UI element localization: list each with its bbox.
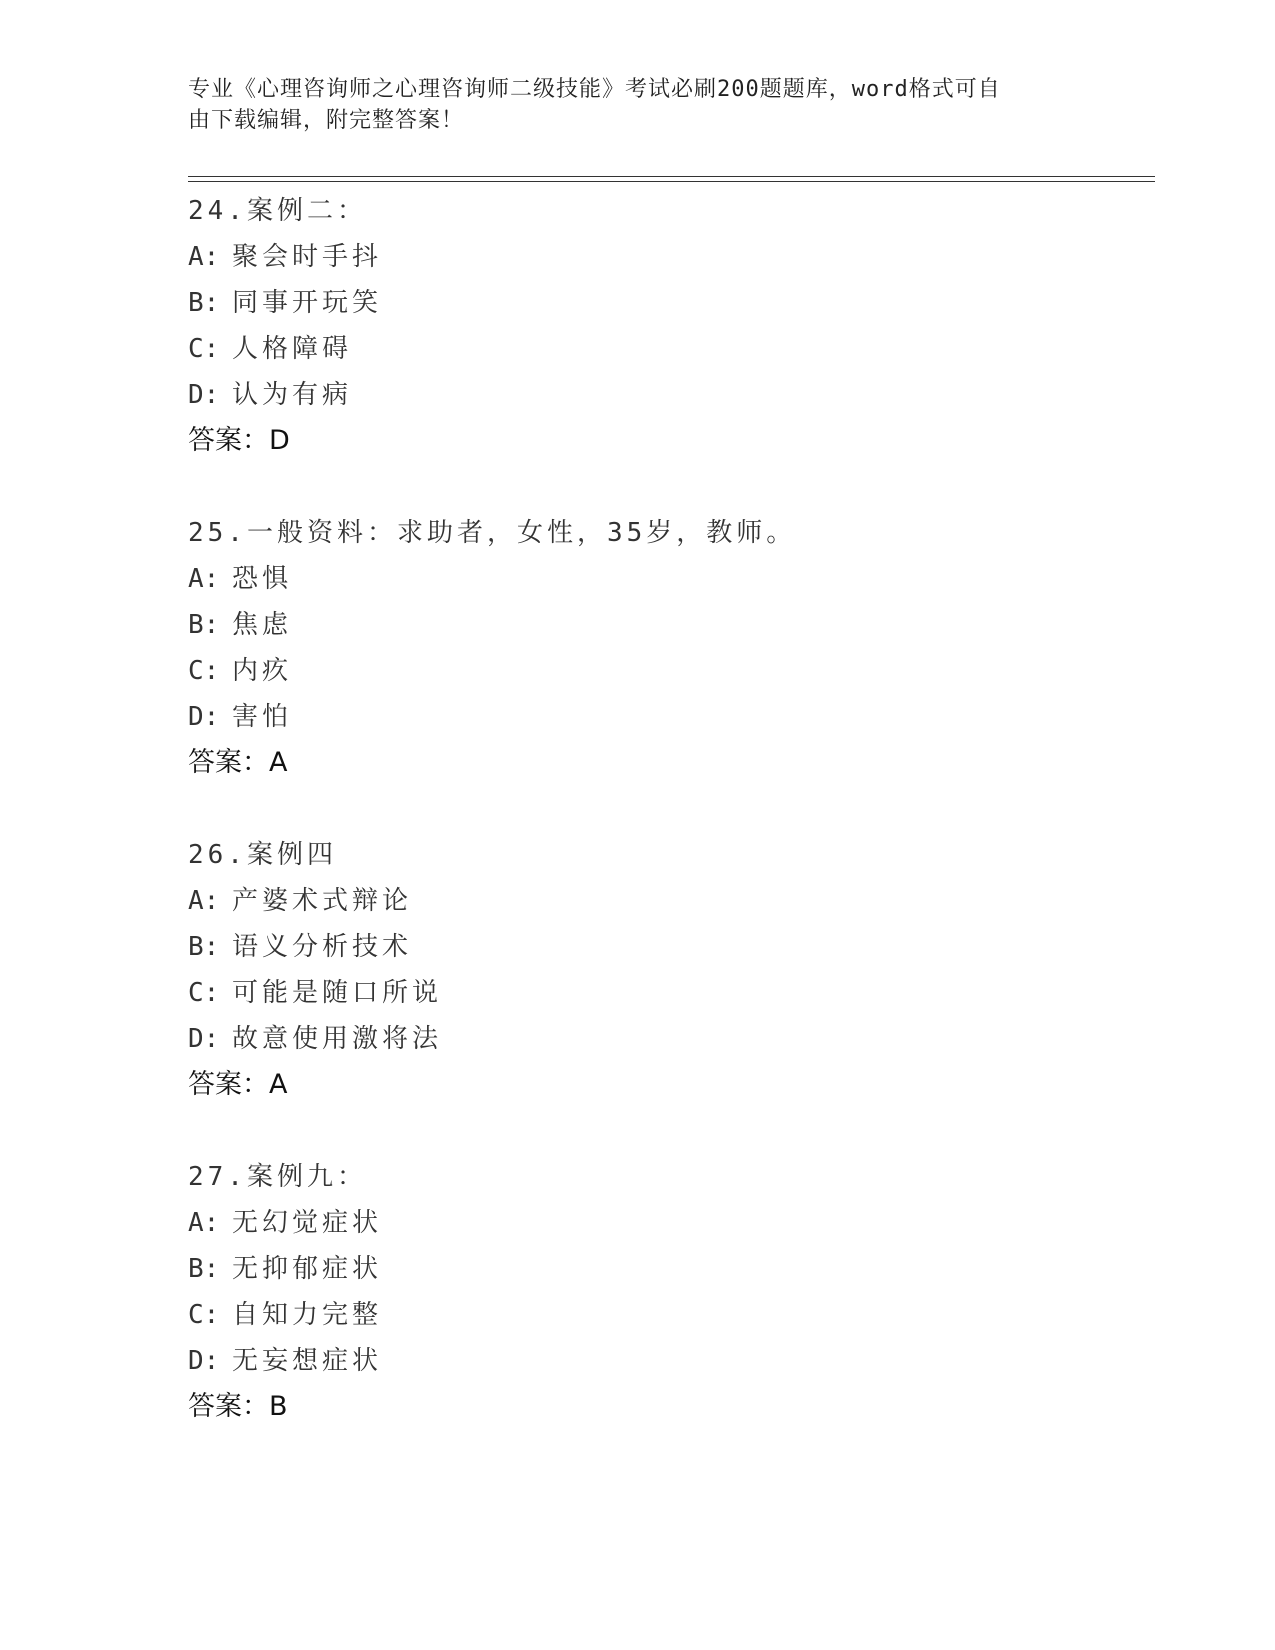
- option-text: 无抑郁症状: [232, 1254, 383, 1284]
- option-c: [188, 970, 1148, 1016]
- answer-line: 答案：A: [188, 1069, 288, 1100]
- option-key: D:: [188, 380, 220, 410]
- option-text: 产婆术式辩论: [232, 886, 413, 916]
- option-key: D:: [188, 1346, 220, 1376]
- option-d: [188, 1016, 1148, 1062]
- option-text: 恐惧: [232, 564, 293, 594]
- option-a: [188, 878, 1148, 924]
- option-key: D:: [188, 1024, 220, 1054]
- option-key: B:: [188, 1254, 220, 1284]
- question-stem: 27.案例九：: [188, 1162, 367, 1192]
- option-b: [188, 280, 1148, 326]
- question-item: [188, 832, 1148, 1108]
- header-divider-top: [188, 176, 1155, 177]
- question-stem: 25.一般资料：求助者，女性，35岁，教师。: [188, 518, 797, 548]
- header-divider-bottom: [188, 181, 1155, 182]
- option-key: A:: [188, 1208, 220, 1238]
- option-key: A:: [188, 886, 220, 916]
- option-b: [188, 602, 1148, 648]
- option-text: 可能是随口所说: [232, 978, 443, 1008]
- answer-line: 答案：D: [188, 425, 290, 456]
- question-list: [188, 188, 1148, 1476]
- question-item: [188, 510, 1148, 786]
- option-text: 无幻觉症状: [232, 1208, 383, 1238]
- option-c: [188, 326, 1148, 372]
- option-key: A:: [188, 564, 220, 594]
- option-text: 内疚: [232, 656, 293, 686]
- option-key: A:: [188, 242, 220, 272]
- option-c: [188, 1292, 1148, 1338]
- option-key: C:: [188, 656, 220, 686]
- header-line-2: 由下载编辑，附完整答案！: [188, 108, 465, 133]
- document-header: [188, 74, 1068, 136]
- option-text: 人格障碍: [232, 334, 353, 364]
- option-text: 无妄想症状: [232, 1346, 383, 1376]
- option-b: [188, 1246, 1148, 1292]
- answer-line: 答案：B: [188, 1391, 288, 1422]
- option-a: [188, 556, 1148, 602]
- option-text: 聚会时手抖: [232, 242, 383, 272]
- option-text: 同事开玩笑: [232, 288, 383, 318]
- question-stem: 24.案例二：: [188, 196, 367, 226]
- question-item: [188, 1154, 1148, 1430]
- option-d: [188, 694, 1148, 740]
- option-c: [188, 648, 1148, 694]
- option-d: [188, 372, 1148, 418]
- option-text: 自知力完整: [232, 1300, 383, 1330]
- header-line-1: 专业《心理咨询师之心理咨询师二级技能》考试必刷200题题库，word格式可自: [188, 77, 1001, 102]
- option-key: B:: [188, 288, 220, 318]
- option-key: D:: [188, 702, 220, 732]
- option-a: [188, 1200, 1148, 1246]
- option-key: B:: [188, 610, 220, 640]
- option-text: 焦虑: [232, 610, 293, 640]
- option-key: C:: [188, 334, 220, 364]
- option-text: 害怕: [232, 702, 293, 732]
- option-text: 认为有病: [232, 380, 353, 410]
- option-text: 语义分析技术: [232, 932, 413, 962]
- option-key: C:: [188, 978, 220, 1008]
- answer-line: 答案：A: [188, 747, 288, 778]
- question-item: [188, 188, 1148, 464]
- option-a: [188, 234, 1148, 280]
- option-key: C:: [188, 1300, 220, 1330]
- question-stem: 26.案例四: [188, 840, 337, 870]
- option-d: [188, 1338, 1148, 1384]
- option-key: B:: [188, 932, 220, 962]
- option-b: [188, 924, 1148, 970]
- option-text: 故意使用激将法: [232, 1024, 443, 1054]
